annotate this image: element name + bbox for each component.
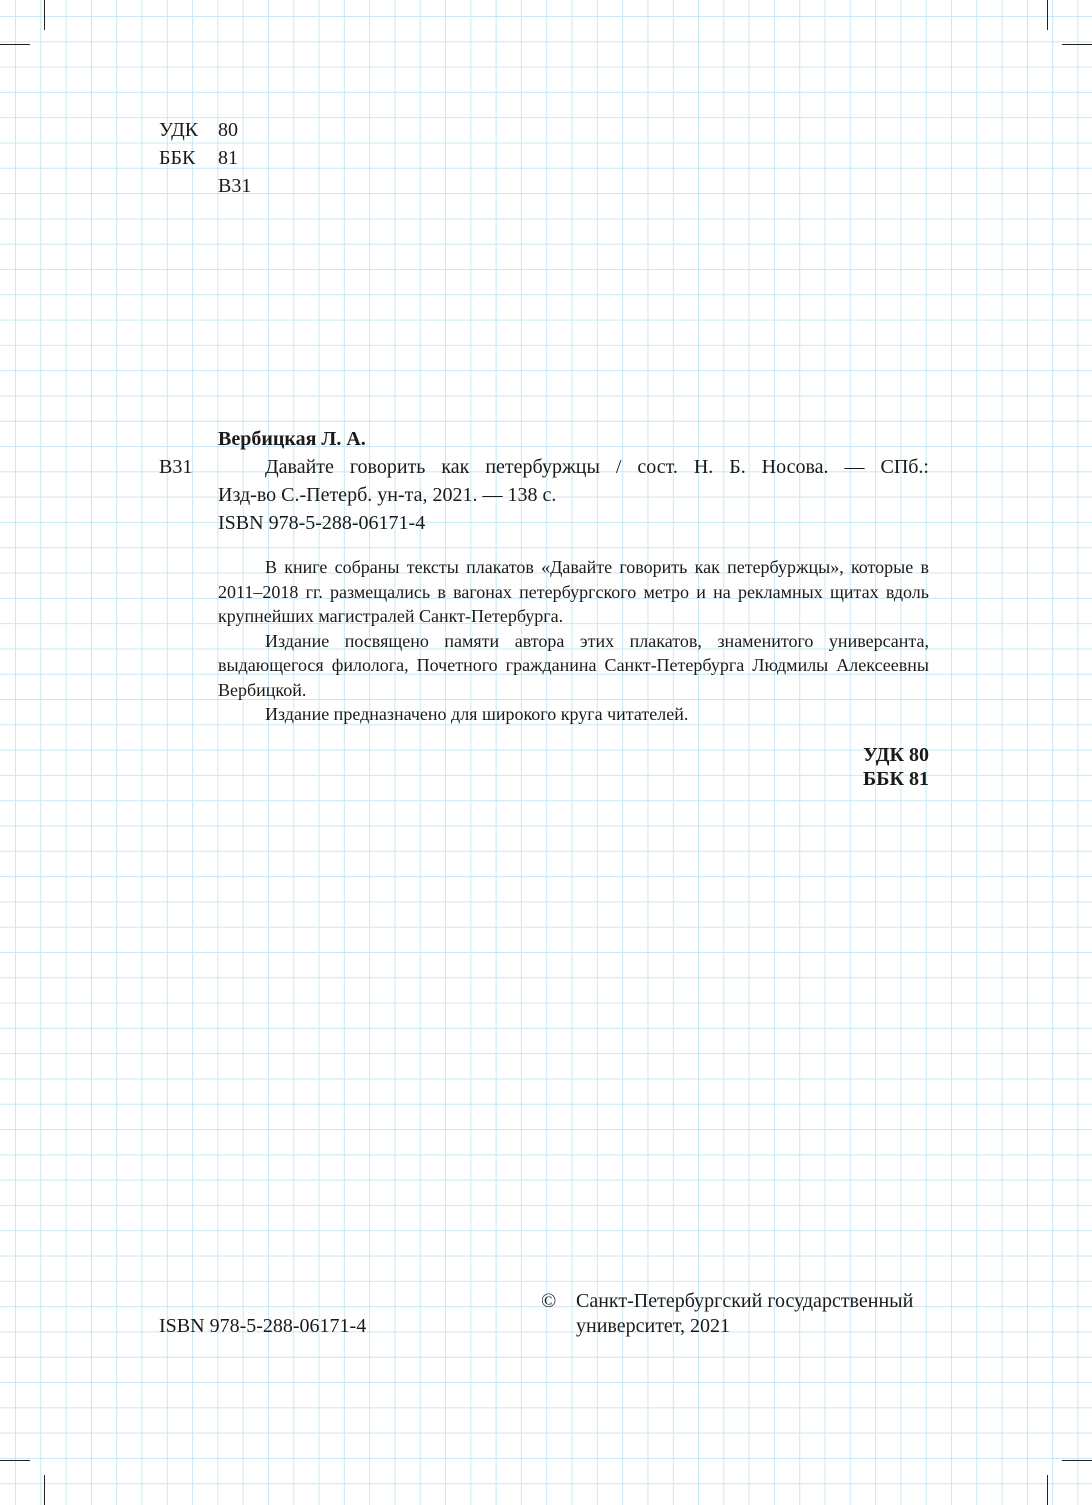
copyright-symbol: © — [541, 1290, 557, 1312]
author-sign: В31 — [218, 175, 252, 197]
crop-mark-top-right-h — [1062, 44, 1092, 45]
title-line-1: Давайте говорить как петербуржцы / сост. Н. Б. Носова. — СПб.: — [265, 456, 929, 478]
bbk-value: 81 — [218, 147, 238, 169]
bibliographic-record — [218, 425, 929, 537]
annotation — [218, 555, 929, 727]
copyright-line-2: университет, 2021 — [576, 1315, 731, 1337]
crop-mark-top-left-h — [0, 44, 30, 45]
crop-mark-top-left-v — [44, 0, 45, 30]
annotation-paragraph-1: В книге собраны тексты плакатов «Давайте говорить как петербуржцы», которые в 2011–2018 гг. размещались в вагонах петербургского метро и на рекламных щитах вдоль крупнейших магистралей Санкт-Петербурга. — [218, 557, 929, 626]
copyright-line-1: Санкт-Петербургский государственный — [576, 1290, 914, 1312]
crop-mark-bottom-left-h — [0, 1460, 30, 1461]
udk-value: 80 — [218, 119, 238, 141]
udk-bottom: УДК 80 — [863, 744, 929, 766]
crop-mark-bottom-right-h — [1062, 1460, 1092, 1461]
bbk-bottom: ББК 81 — [863, 768, 929, 790]
author-name: Вербицкая Л. А. — [218, 428, 366, 450]
crop-mark-top-right-v — [1047, 0, 1048, 30]
footer-isbn: ISBN 978-5-288-06171-4 — [159, 1315, 367, 1337]
bbk-label: ББК — [159, 147, 196, 169]
title-line-2: Изд-во С.-Петерб. ун-та, 2021. — 138 с. — [218, 484, 557, 506]
isbn-line: ISBN 978-5-288-06171-4 — [218, 512, 426, 534]
udk-label: УДК — [159, 119, 199, 141]
annotation-paragraph-3: Издание предназначено для широкого круга читателей. — [265, 704, 689, 724]
annotation-paragraph-2: Издание посвящено памяти автора этих плакатов, знаменитого универсанта, выдающегося филолога, Почетного гражданина Санкт-Петербурга Людмилы Алексеевны Вербицкой. — [218, 630, 929, 700]
left-author-sign: В31 — [159, 456, 193, 478]
crop-mark-bottom-right-v — [1047, 1475, 1048, 1505]
crop-mark-bottom-left-v — [44, 1475, 45, 1505]
